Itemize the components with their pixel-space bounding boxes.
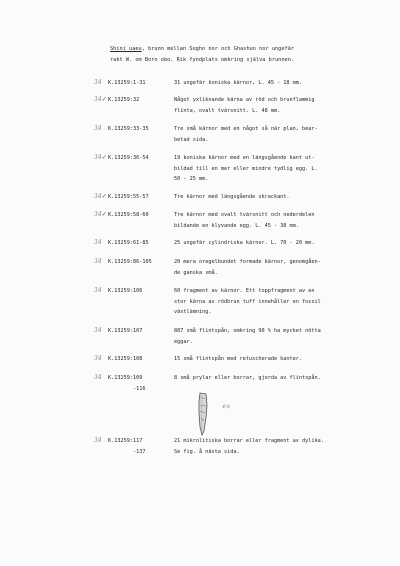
entry-description: Tre kärnor med ovalt tvärsnitt och nederdelen bildande en klyvande egg. L. 45 - 38 mm.: [174, 212, 315, 229]
entry-description: 8 små prylar eller borrar, gjorda av flintspån.: [174, 375, 321, 381]
entry-description: 21 mikrolitiska borrar eller fragment av dylika. Se fig. å nästa sida.: [174, 438, 324, 455]
margin-mark: 34: [94, 125, 102, 132]
margin-mark: 34✓: [94, 211, 107, 218]
entry-description: Något yxliknande kärna av röd och brunflammig flinta, ovalt tvärsnitt. L. 48 mm.: [174, 97, 315, 114]
catalog-number: K.13259:86-105: [108, 259, 152, 265]
margin-mark: 34✓: [94, 193, 107, 200]
margin-mark: 34: [94, 79, 102, 86]
flint-tool-sketch-icon: [190, 391, 218, 437]
catalog-number: K.13259:117 -137: [108, 438, 146, 455]
entry-description: 20 mera oregelbundet formade kärnor, genomgåen- de ganska små.: [174, 259, 321, 276]
margin-mark: 34✓: [94, 154, 107, 161]
intro-line2: rakt W. om Boro obo. Rik fyndplats omkring själva brunnen.: [110, 56, 295, 63]
catalog-number: K.13259:1-31: [108, 80, 146, 86]
entry-description: Tre små kärnor med en något så när plan, bear- betad sida.: [174, 126, 318, 143]
entry-description: 15 små flintspån med retuscherade kanter.: [174, 356, 303, 362]
catalog-number: K.13259:109 -116: [108, 375, 146, 392]
margin-mark: 34: [94, 239, 102, 246]
catalog-number: K.13259:32: [108, 97, 140, 103]
entry-description: 887 små flintspån, omkring 90 % ha mycket nötta eggar.: [174, 328, 321, 345]
margin-mark: 34✓: [94, 96, 107, 103]
margin-mark: 34: [94, 374, 102, 381]
catalog-number: K.13259:36-54: [108, 155, 149, 161]
catalog-number: K.13259:61-85: [108, 240, 149, 246]
margin-mark: 34: [94, 355, 102, 362]
entry-description: 25 ungefär cylindriska kärnor. L. 70 - 20 mm.: [174, 240, 315, 246]
catalog-number: K.13259:106: [108, 288, 143, 294]
catalog-number: K.13259:58-60: [108, 212, 149, 218]
entry-description: 60 fragment av kärnor. Ett toppfragment av en stor kärna av rödbrun tuff innehåller en fossil växtlämning.: [174, 288, 321, 315]
entry-description: 19 koniska kärnor med en längsgående kant ut- bildad till en mer eller mindre tydlig egg. L. 50 - 25 mm.: [174, 155, 318, 182]
entry-description: 31 ungefär koniska kärnor, L. 45 - 18 mm.: [174, 80, 303, 86]
site-intro: [110, 44, 350, 65]
sketch-scale-note: 4/4: [222, 404, 231, 410]
entry-description: Tre kärnor med längsgående skrackant.: [174, 194, 290, 200]
catalog-number: K.13259:55-57: [108, 194, 149, 200]
site-name: Shini uaeu: [110, 46, 142, 52]
margin-mark: 34: [94, 437, 102, 444]
catalog-number: K.13259:107: [108, 328, 143, 334]
margin-mark: 34: [94, 287, 102, 294]
catalog-number: K.13259:33-35: [108, 126, 149, 132]
catalog-number: K.13259:108: [108, 356, 143, 362]
margin-mark: 34: [94, 327, 102, 334]
intro-line1-rest: , brunn mellan Sogho nor och Ghashun nor ungefär: [141, 46, 295, 52]
margin-mark: 34: [94, 258, 102, 265]
